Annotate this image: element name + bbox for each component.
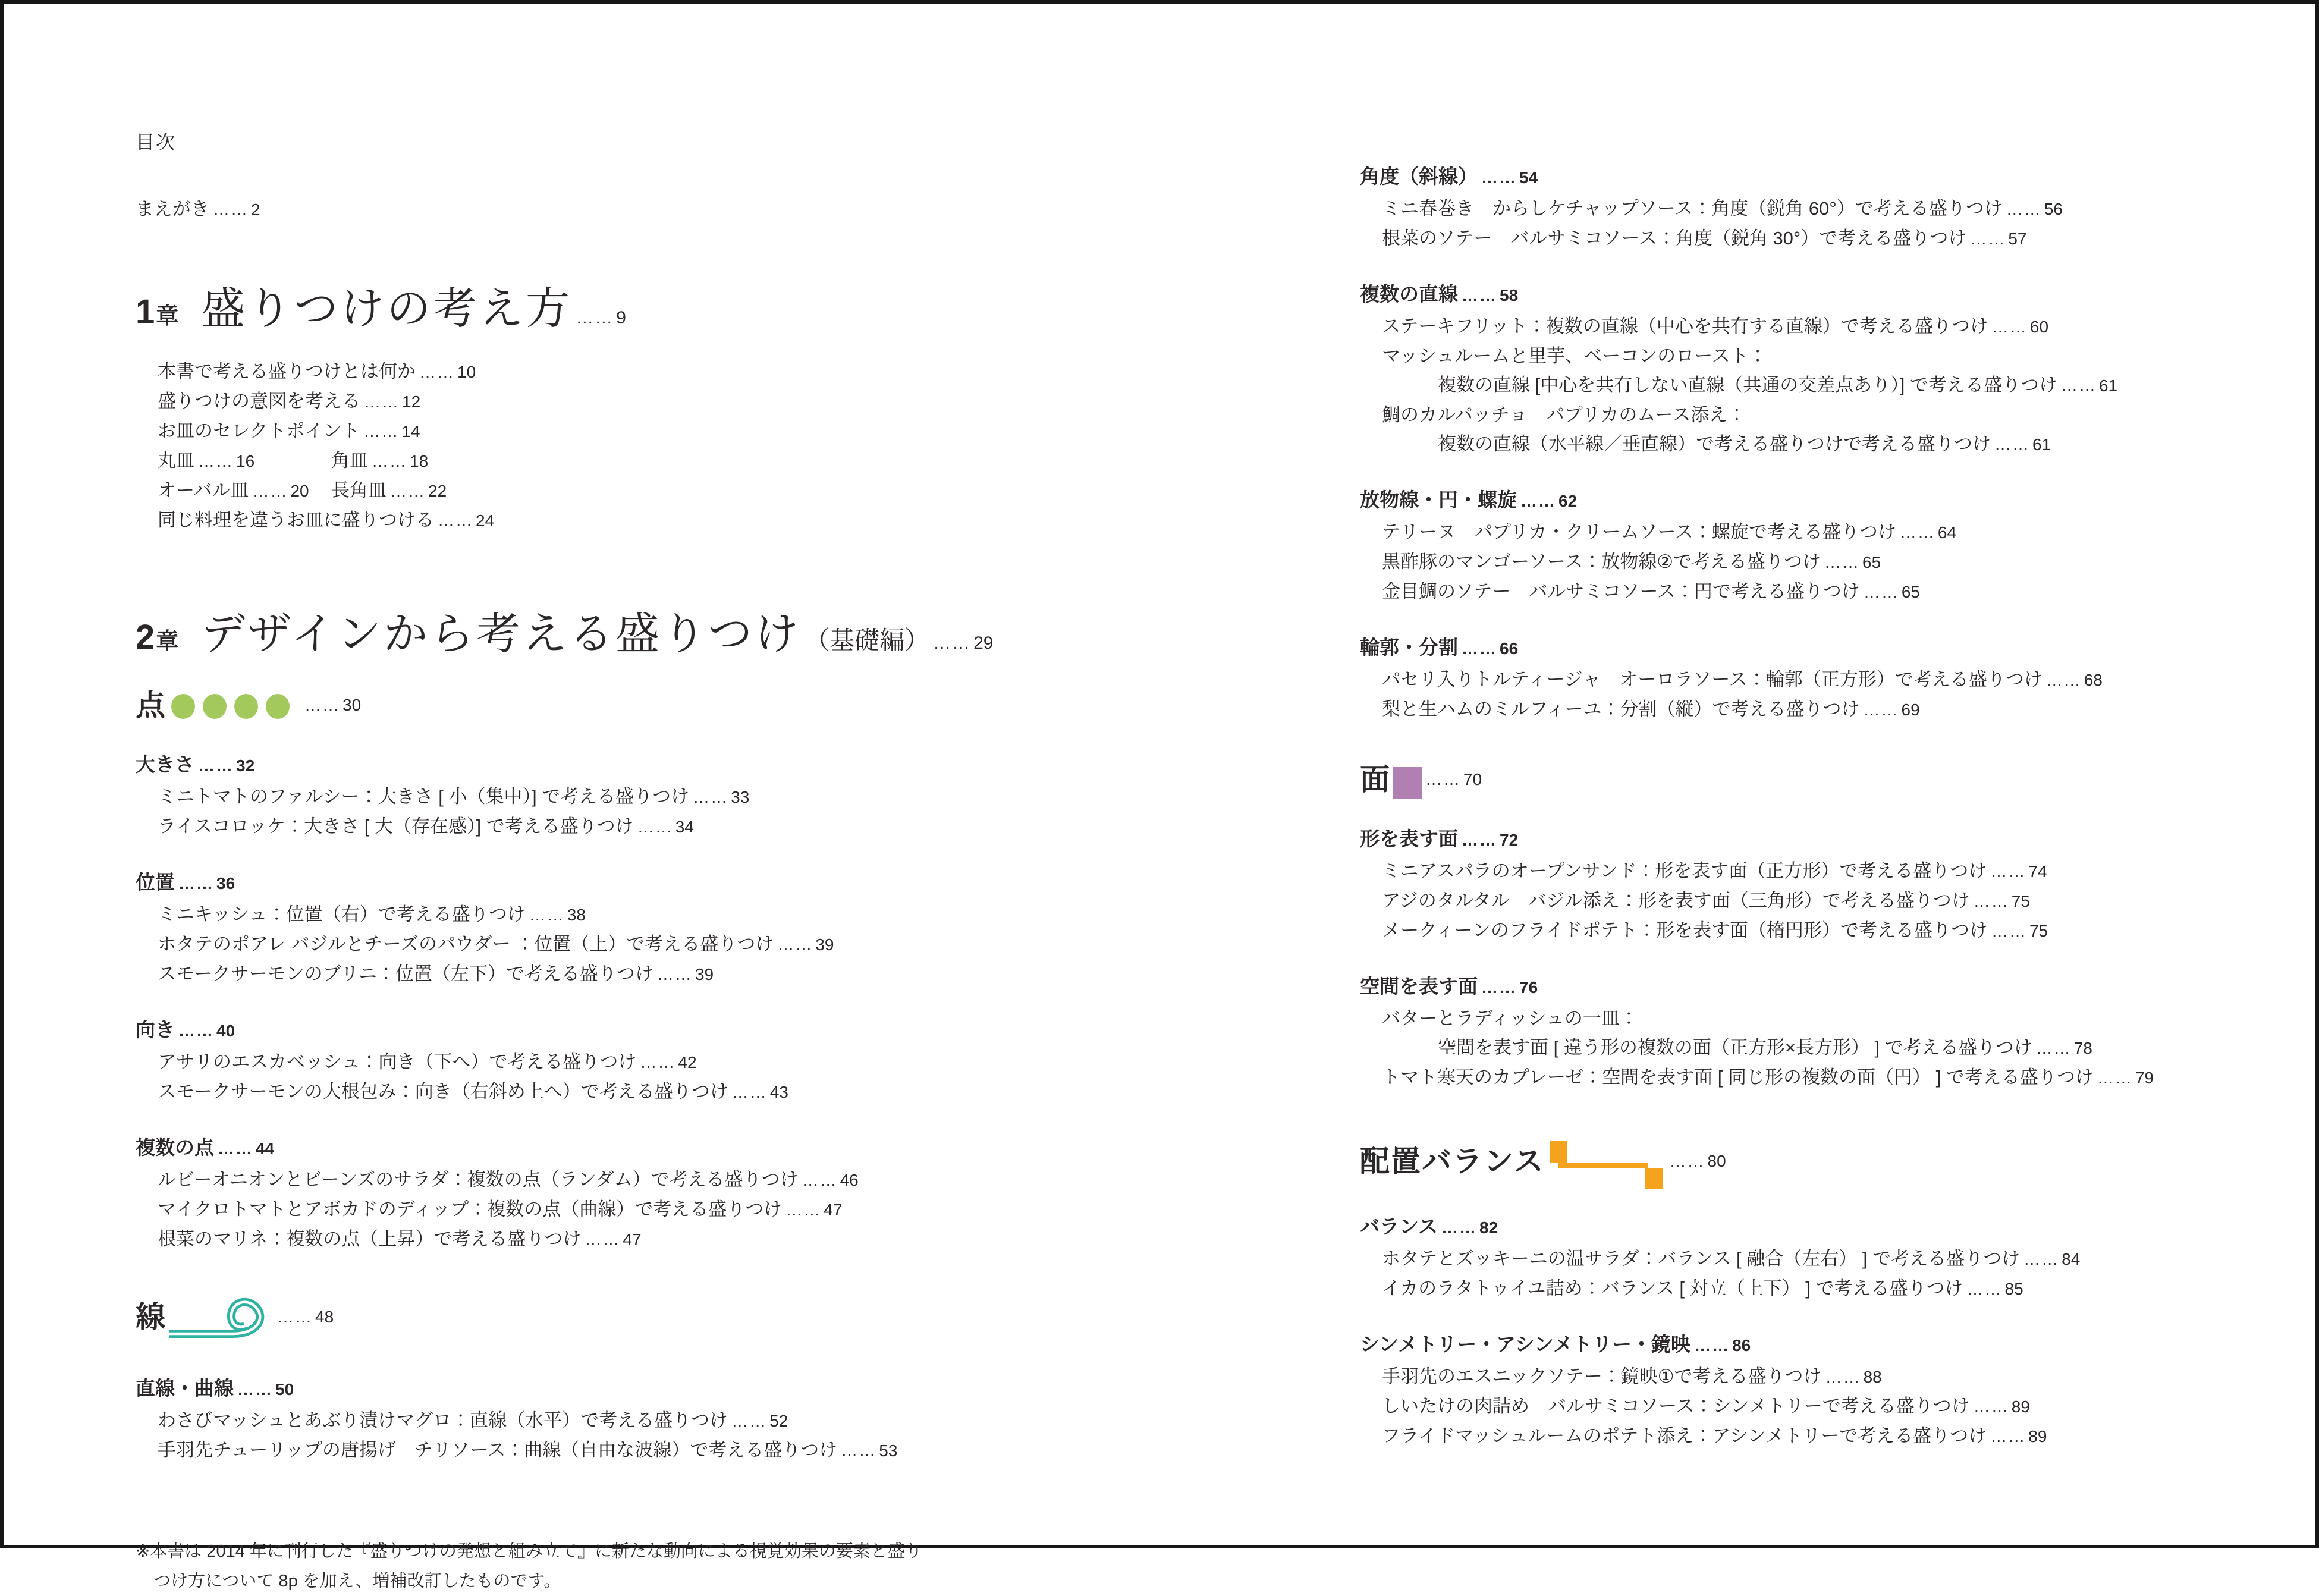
toc-entry-pair: [331, 446, 505, 476]
toc-entry: [136, 959, 1194, 989]
page-number: 66: [1500, 639, 1519, 658]
section: [1360, 1137, 2293, 1451]
toc-entry: [136, 416, 1194, 446]
subsection-title: [136, 1133, 1194, 1163]
leader-dots: ……: [277, 1307, 313, 1326]
leader-dots: ……: [841, 1441, 877, 1460]
toc-entry-label: パセリ入りトルティージャ オーロラソース：輪郭（正方形）で考える盛りつけ: [1382, 669, 2043, 690]
toc-entry: [1360, 1362, 2293, 1391]
preface-label: まえがき: [136, 199, 209, 219]
toc-entry-pair: [158, 476, 331, 505]
toc-entry: [136, 1406, 1194, 1435]
toc-entry: [136, 782, 1194, 812]
page-number: 32: [236, 756, 255, 775]
green-dots-icon: [171, 694, 297, 719]
page-number: 68: [2084, 671, 2103, 689]
toc-entry-label: 梨と生ハムのミルフィーユ：分割（縦）で考える盛りつけ: [1382, 699, 1860, 720]
subsection-title: [1360, 633, 2293, 663]
section-heading: [136, 687, 1194, 724]
toc-entry: [1360, 517, 2293, 547]
page-number: 64: [1937, 523, 1957, 542]
orange-square-icon: [1645, 1168, 1663, 1189]
section: [1360, 761, 2293, 1092]
leader-dots: ……: [2097, 1069, 2133, 1087]
page-number: 88: [1863, 1368, 1882, 1386]
subsection-title: [136, 1015, 1194, 1045]
toc-entry: [136, 476, 1194, 505]
page-number: 89: [2028, 1427, 2047, 1446]
toc-entry: [1360, 1391, 2293, 1421]
leader-dots: ……: [1520, 492, 1556, 510]
subsection: [1360, 824, 2293, 945]
green-dot-icon: [203, 694, 227, 719]
page-number: 12: [402, 392, 421, 411]
toc-entry: [1360, 665, 2293, 695]
toc-entry: [136, 1047, 1194, 1077]
toc-entry: [1360, 577, 2293, 607]
page-number: 82: [1479, 1218, 1498, 1237]
leader-dots: ……: [1481, 168, 1517, 187]
toc-entry: [136, 1165, 1194, 1195]
toc-entry: [136, 446, 1194, 476]
leader-dots: ……: [198, 452, 234, 470]
toc-entry: [136, 812, 1194, 841]
subsection: [1360, 972, 2293, 1092]
toc-label: 目次: [136, 131, 177, 153]
leader-dots: ……: [198, 756, 234, 775]
page-number: 74: [2028, 862, 2047, 881]
leader-dots: ……: [2035, 1039, 2072, 1057]
toc-entry-label: 根菜のソテー バルサミコソース：角度（鋭角 30°）で考える盛りつけ: [1382, 228, 1967, 249]
toc-entry-label: 空間を表す面 [ 違う形の複数の面（正方形×長方形） ] で考える盛りつけ: [1438, 1037, 2032, 1058]
subsection: [1360, 1212, 2293, 1303]
leader-dots: ……: [372, 452, 407, 470]
chapter-title: デザインから考える盛りつけ: [201, 609, 802, 658]
section-title: 線: [136, 1300, 166, 1334]
toc-entry-label: 複数の直線 [中心を共有しない直線（共通の交差点あり）] で考える盛りつけ: [1438, 375, 2057, 395]
chapter-number-kanji: 章: [156, 304, 179, 329]
toc-entry-label: ミニトマトのファルシー：大きさ [ 小（集中）] で考える盛りつけ: [158, 786, 690, 807]
toc-entry-label: お皿のセレクトポイント: [158, 420, 360, 441]
leader-dots: ……: [2045, 671, 2082, 689]
toc-entry: [1360, 400, 2293, 429]
toc-entry-label: しいたけの肉詰め バルサミコソース：シンメトリーで考える盛りつけ: [1382, 1396, 1970, 1416]
subsection: [1360, 485, 2293, 607]
section: [136, 1286, 1194, 1465]
leader-dots: ……: [364, 392, 400, 411]
leader-dots: ……: [1694, 1336, 1730, 1355]
toc-entry-label: メークィーンのフライドポテト：形を表す面（楕円形）で考える盛りつけ: [1382, 920, 1988, 941]
subsection: [1360, 279, 2293, 459]
leader-dots: ……: [2060, 376, 2097, 395]
toc-entry: [1360, 1063, 2293, 1092]
page-number: 86: [1732, 1336, 1751, 1355]
toc-entry: [136, 1224, 1194, 1254]
orange-square-icon: [1550, 1141, 1567, 1163]
chapter: [136, 607, 1194, 1465]
subsection: [136, 750, 1194, 841]
page-number: 2: [251, 200, 260, 219]
page-number: 65: [1901, 583, 1920, 601]
chapter-items: [136, 357, 1194, 535]
leader-dots: ……: [1973, 892, 2009, 910]
chapter-number: [136, 610, 178, 674]
toc-entry-label: 丸皿: [158, 450, 194, 471]
page-number: 79: [2135, 1069, 2154, 1087]
page-number: 50: [275, 1380, 294, 1399]
right-page-column: [1360, 136, 2293, 1451]
toc-entry-label: ミニ春巻き からしケチャップソース：角度（鋭角 60°）で考える盛りつけ: [1382, 198, 2003, 219]
page-number: 39: [815, 935, 834, 954]
page-number: 89: [2011, 1397, 2030, 1416]
chapter-heading: [136, 607, 1194, 674]
leader-dots: ……: [529, 906, 565, 924]
toc-entry-label: ステーキフリット：複数の直線（中心を共有する直線）で考える盛りつけ: [1382, 316, 1988, 337]
subsection-title-label: 空間を表す面: [1360, 975, 1478, 997]
leader-dots: ……: [2006, 200, 2042, 218]
page-number: 46: [840, 1171, 859, 1189]
toc-entry-label: マイクロトマトとアボカドのディップ：複数の点（曲線）で考える盛りつけ: [158, 1199, 783, 1220]
leader-dots: ……: [1669, 1152, 1705, 1170]
toc-entry: [1360, 341, 2293, 370]
leader-dots: ……: [252, 482, 288, 500]
leader-dots: ……: [237, 1380, 273, 1399]
subsection-title-label: シンメトリー・アシンメトリー・鏡映: [1360, 1333, 1691, 1355]
toc-entry: [136, 357, 1194, 387]
toc-entry-label: 根菜のマリネ：複数の点（上昇）で考える盛りつけ: [158, 1229, 582, 1249]
toc-entry-label: ミニキッシュ：位置（右）で考える盛りつけ: [158, 904, 526, 925]
leader-dots: ……: [1991, 318, 2028, 336]
toc-entry-label: ホタテとズッキーニの温サラダ：バランス [ 融合（左右） ] で考える盛りつけ: [1382, 1248, 2021, 1269]
leader-dots: ……: [785, 1201, 822, 1219]
page-number: 70: [1463, 770, 1482, 788]
leader-dots: ……: [1441, 1218, 1478, 1237]
leader-dots: ……: [1991, 922, 2027, 940]
toc-entry-label: 本書で考える盛りつけとは何か: [158, 361, 416, 382]
green-dot-icon: [234, 694, 258, 719]
page-number: 47: [824, 1201, 843, 1219]
toc-entry-label: 鯛のカルパッチョ パプリカのムース添え：: [1382, 404, 1746, 425]
orange-bar-icon: [1558, 1163, 1648, 1168]
page-number: 44: [256, 1139, 275, 1158]
page-number: 56: [2044, 200, 2063, 218]
toc-entry-label: 盛りつけの意図を考える: [158, 391, 360, 411]
toc-entry: [136, 1195, 1194, 1224]
toc-entry-pair: [158, 446, 331, 476]
leader-dots: ……: [1462, 831, 1497, 849]
section-title: 点: [136, 689, 166, 722]
subsection-title: [1360, 485, 2293, 516]
subsection-title-label: 直線・曲線: [136, 1377, 234, 1399]
subsection-title: [1360, 824, 2293, 854]
toc-entry: [136, 505, 1194, 535]
leader-dots: ……: [1973, 1397, 2009, 1416]
subsection: [1360, 633, 2293, 724]
toc-entry: [1360, 429, 2293, 459]
chapter-number-digit: 1: [136, 293, 156, 331]
toc-entry-label: 長角皿: [331, 480, 386, 501]
page-number: 57: [2008, 230, 2027, 248]
page-number: 61: [2032, 435, 2051, 454]
leader-dots: ……: [731, 1412, 768, 1430]
subsection: [1360, 1330, 2293, 1451]
page-number: 14: [401, 422, 420, 441]
page-number: 33: [731, 788, 750, 806]
toc-entry: [1360, 856, 2293, 886]
page-number: 69: [1901, 700, 1920, 719]
page-number: 34: [675, 818, 694, 836]
leader-dots: ……: [1462, 286, 1497, 304]
toc-entry-label: スモークサーモンの大根包み：向き（右斜め上へ）で考える盛りつけ: [158, 1081, 728, 1102]
toc-entry-label: 同じ料理を違うお皿に盛りつける: [158, 510, 434, 530]
page-number: 38: [567, 906, 586, 924]
leader-dots: ……: [576, 308, 614, 328]
leader-dots: ……: [1825, 1368, 1861, 1386]
subsection-title-label: 大きさ: [136, 753, 194, 775]
leader-dots: ……: [656, 965, 693, 984]
leader-dots: ……: [1863, 700, 1899, 719]
page-number: 10: [457, 363, 476, 381]
page-number: 76: [1519, 978, 1538, 997]
subsection-title: [1360, 279, 2293, 310]
subsection-title-label: 複数の点: [136, 1136, 214, 1158]
toc-entry-label: アサリのエスカベッシュ：向き（下へ）で考える盛りつけ: [158, 1051, 637, 1072]
orange-balance-icon: [1550, 1141, 1666, 1189]
toc-entry: [1360, 194, 2293, 224]
leader-dots: ……: [1899, 523, 1935, 542]
subsection-title: [1360, 1212, 2293, 1242]
leader-dots: ……: [178, 1022, 214, 1040]
page-number: 39: [695, 965, 714, 984]
toc-entry-label: わさびマッシュとあぶり漬けマグロ：直線（水平）で考える盛りつけ: [158, 1410, 728, 1431]
subsection: [136, 1374, 1194, 1465]
subsection-title-label: 複数の直線: [1360, 283, 1458, 305]
toc-entry: [1360, 547, 2293, 577]
page-number: 54: [1519, 168, 1538, 187]
toc-entry: [1360, 1274, 2293, 1303]
page-number: 9: [616, 308, 626, 328]
toc-entry-label: アジのタルタル バジル添え：形を表す面（三角形）で考える盛りつけ: [1382, 890, 1970, 911]
page-number: 65: [1862, 553, 1881, 571]
leader-dots: ……: [1990, 862, 2026, 881]
toc-entry-label: 黒酢豚のマンゴーソース：放物線②で考える盛りつけ: [1382, 551, 1821, 572]
toc-entry-label: 金目鯛のソテー バルサミコソース：円で考える盛りつけ: [1382, 581, 1860, 602]
subsection-title-label: バランス: [1360, 1215, 1438, 1237]
section-heading: [136, 1286, 1194, 1347]
chapter-number-kanji: 章: [156, 629, 179, 654]
leader-dots: ……: [1990, 1427, 2026, 1446]
page-number: 18: [410, 452, 429, 470]
leader-dots: ……: [304, 696, 340, 714]
toc-entry-label: イカのラタトゥイユ詰め：バランス [ 対立（上下） ] で考える盛りつけ: [1382, 1278, 1963, 1299]
chapter: [136, 281, 1194, 535]
leader-dots: ……: [1966, 1280, 2003, 1298]
leader-dots: ……: [1994, 435, 2030, 454]
toc-entry-label: バターとラディッシュの一皿：: [1382, 1008, 1638, 1029]
section: [136, 687, 1194, 1254]
left-page-column: [136, 127, 1194, 1596]
page-number: 75: [2029, 922, 2048, 940]
teal-wave-line-icon: [168, 1295, 272, 1356]
page-number: 40: [216, 1022, 235, 1040]
toc-entry: [136, 900, 1194, 929]
page-number: 42: [678, 1053, 697, 1072]
toc-entry: [136, 1077, 1194, 1107]
leader-dots: ……: [390, 482, 426, 500]
toc-entry: [1360, 1004, 2293, 1033]
leader-dots: ……: [1462, 639, 1497, 658]
toc-entry-label: 複数の直線（水平線／垂直線）で考える盛りつけで考える盛りつけ: [1438, 433, 1991, 454]
page-number: 80: [1707, 1152, 1726, 1170]
chapter-heading: [136, 281, 1194, 348]
section-heading: [1360, 761, 2293, 798]
toc-entry: [1360, 916, 2293, 945]
page-number: 58: [1500, 286, 1519, 304]
purple-square-icon: [1393, 767, 1422, 799]
subsection-title: [1360, 972, 2293, 1002]
toc-entry-label: ルビーオニオンとビーンズのサラダ：複数の点（ランダム）で考える盛りつけ: [158, 1169, 799, 1190]
leader-dots: ……: [640, 1053, 676, 1072]
footnote-line: ※本書は 2014 年に刊行した『盛りつけの発想と組み立て』に新たな動向による視覚効果の要素と盛り: [136, 1542, 922, 1561]
leader-dots: ……: [1863, 583, 1899, 601]
green-dot-icon: [266, 694, 290, 719]
page-number: 16: [236, 452, 255, 470]
toc-entry-label: 角皿: [331, 450, 368, 471]
toc-entry-label: ライスコロッケ：大きさ [ 大（存在感）] で考える盛りつけ: [158, 816, 634, 837]
page-number: 52: [769, 1412, 788, 1430]
toc-entry: [1360, 312, 2293, 341]
page-number: 53: [879, 1441, 898, 1460]
page-number: 60: [2029, 318, 2049, 336]
toc-entry: [1360, 695, 2293, 724]
page-number: 24: [476, 511, 495, 530]
page-number: 47: [623, 1230, 642, 1249]
green-dot-icon: [171, 694, 195, 719]
toc-entry: [1360, 1033, 2293, 1063]
page-number: 62: [1558, 492, 1578, 510]
toc-entry-label: トマト寒天のカプレーゼ：空間を表す面 [ 同じ形の複数の面（円） ] で考える盛りつけ: [1382, 1067, 2094, 1088]
leader-dots: ……: [1824, 553, 1860, 571]
section-title: 面: [1360, 763, 1391, 796]
page-number: 30: [342, 696, 362, 714]
page-number: 72: [1500, 831, 1519, 849]
leader-dots: ……: [419, 363, 455, 381]
toc-entry-label: ホタテのポアレ バジルとチーズのパウダー ：位置（上）で考える盛りつけ: [158, 934, 774, 954]
subsection-title-label: 輪郭・分割: [1360, 636, 1458, 658]
chapter-title: 盛りつけの考え方: [201, 284, 573, 333]
toc-entry-label: マッシュルームと里芋、ベーコンのロースト：: [1382, 345, 1767, 366]
leader-dots: ……: [1425, 770, 1461, 788]
toc-entry-label: 手羽先のエスニックソテー：鏡映①で考える盛りつけ: [1382, 1366, 1822, 1387]
subsection: [1360, 162, 2293, 253]
page-number: 84: [2062, 1250, 2081, 1268]
toc-entry-label: スモークサーモンのブリニ：位置（左下）で考える盛りつけ: [158, 963, 653, 984]
leader-dots: ……: [213, 200, 249, 219]
leader-dots: ……: [2023, 1250, 2060, 1268]
leader-dots: ……: [1970, 230, 2006, 248]
leader-dots: ……: [777, 935, 813, 954]
toc-entry: [1360, 1244, 2293, 1274]
toc-entry-label: 手羽先チューリップの唐揚げ チリソース：曲線（自由な波線）で考える盛りつけ: [158, 1440, 838, 1460]
subsection: [136, 868, 1194, 989]
toc-entry: [1360, 370, 2293, 400]
subsection-title: [136, 1374, 1194, 1404]
leader-dots: ……: [585, 1230, 621, 1249]
leader-dots: ……: [693, 788, 729, 806]
subsection-title: [1360, 162, 2293, 192]
footnote-line: つけ方について 8p を加え、増補改訂したものです。: [153, 1572, 561, 1591]
toc-entry: [136, 1435, 1194, 1465]
chapter-number-digit: 2: [136, 618, 156, 656]
leader-dots: ……: [178, 874, 214, 893]
page-number: 48: [315, 1307, 334, 1326]
toc-entry-label: ミニアスパラのオープンサンド：形を表す面（正方形）で考える盛りつけ: [1382, 860, 1987, 881]
subsection-title-label: 向き: [136, 1019, 175, 1041]
page-number: 75: [2011, 892, 2030, 910]
subsection: [136, 1015, 1194, 1107]
page-number: 78: [2073, 1039, 2092, 1057]
subsection-title-label: 放物線・円・螺旋: [1360, 489, 1517, 511]
leader-dots: ……: [1481, 978, 1517, 997]
leader-dots: ……: [933, 633, 972, 653]
page-number: 85: [2004, 1280, 2023, 1298]
footnote: [136, 1537, 1194, 1596]
subsection-title-label: 角度（斜線）: [1360, 165, 1478, 187]
toc-entry-pair: [331, 476, 505, 505]
chapter-number: [136, 285, 178, 348]
leader-dots: ……: [218, 1139, 253, 1158]
subsection-title: [136, 868, 1194, 898]
leader-dots: ……: [637, 818, 673, 836]
page-number: 20: [290, 482, 309, 500]
leader-dots: ……: [438, 511, 473, 530]
toc-entry: [136, 387, 1194, 416]
page-number: 43: [769, 1083, 788, 1101]
preface-entry: [136, 194, 1194, 221]
section-heading: [1360, 1137, 2293, 1186]
toc-entry: [1360, 886, 2293, 916]
subsection-title: [1360, 1330, 2293, 1360]
toc-entry-label: フライドマッシュルームのポテト添え：アシンメトリーで考える盛りつけ: [1382, 1425, 1987, 1446]
toc-entry: [1360, 1421, 2293, 1451]
section-title: 配置バランス: [1360, 1145, 1545, 1178]
subsection-title-label: 形を表す面: [1360, 828, 1458, 850]
page-number: 61: [2098, 376, 2118, 395]
page-number: 29: [973, 633, 994, 653]
chapter-subtitle-note: （基礎編）: [805, 626, 930, 654]
leader-dots: ……: [802, 1171, 838, 1189]
subsection-title-label: 位置: [136, 871, 175, 893]
toc-entry: [136, 929, 1194, 959]
subsection: [136, 1133, 1194, 1254]
subsection-title: [136, 750, 1194, 780]
page-number: 22: [428, 482, 447, 500]
page-number: 36: [216, 874, 235, 893]
toc-entry: [1360, 224, 2293, 253]
leader-dots: ……: [363, 422, 400, 441]
toc-entry-label: オーバル皿: [158, 480, 249, 501]
toc-entry-label: テリーヌ パプリカ・クリームソース：螺旋で考える盛りつけ: [1382, 521, 1896, 542]
leader-dots: ……: [731, 1083, 768, 1101]
